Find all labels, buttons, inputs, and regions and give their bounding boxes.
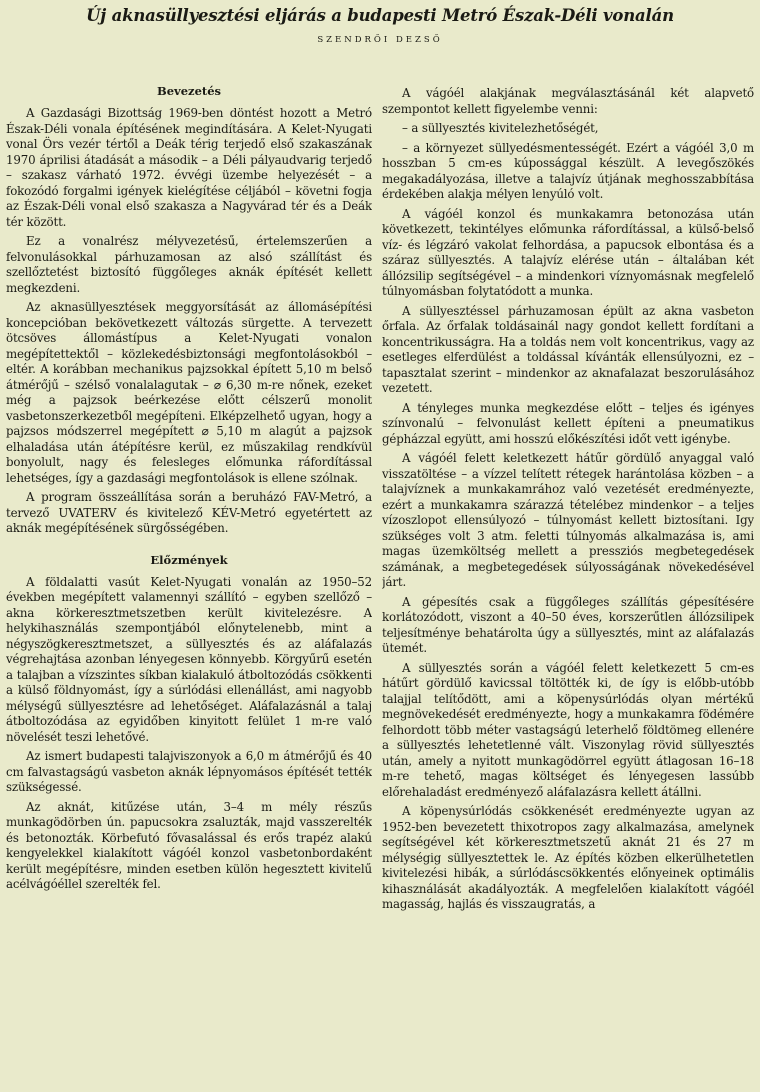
list-item: – a süllyesztés kivitelezhetőségét, — [402, 121, 599, 135]
body-paragraph: Ez a vonalrész mélyvezetésű, értelemszerűen a felvonulásokkal párhuzamosan az alsó szállítást és szellőztetést biztosító függőleges aknák építését kellett megkezdeni. — [6, 234, 372, 295]
body-paragraph: Az aknát, kitűzése után, 3–4 m mély részűs munkagödörben ún. papucsokra zsaluzták, majd vasszerelték és betonozták. Körbefutó fővasalással és erős trapéz alakú kengyelekkel kialakított vágóél konzol vasbetonbordaként került megépítésre, minden esetben külön hegesztett kivitelű acélvágóéllel szerelték fel. — [6, 799, 372, 891]
body-paragraph: A vágóél felett keletkezett hátűr gördülő anyaggal való visszatöltése – a vízzel telített rétegek harántolása közben – a talajvíznek a munkakamrához való vezetését eredményezte, ezért a munkakamra szárazzá tételébez mindenkor – a teljes vízoszlopot ellensúlyozó – túlnyomást kellett biztosítani. Igy szükséges volt 3 atm. feletti túlnyomás alkalmazása is, ami magas üzemköltség mellett a pressziós megbetegedések számának, a megbetegedések súlyosságának növekedésével járt. — [382, 451, 754, 589]
body-paragraph: A Gazdasági Bizottság 1969-ben döntést hozott a Metró Észak-Déli vonala építésének megindítására. A Kelet-Nyugati vonal Örs vezér tértől a Deák térig terjedő első szakaszának 1970 áprilisi átadását a második – a Déli pályaudvarig terjedő – szakasz várható 1972. évvégi üzembe helyezését – a fokozódó forgalmi igények kielégítése céljából – követni fogja az Észak-Déli vonal első szakasza a Nagyvárad tér és a Deák tér között. — [6, 106, 372, 229]
body-paragraph: A program összeállítása során a beruházó FAV-Metró, a tervező UVATERV és kivitelező KÉV-Metró egyetértett az aknák megépítésének sürgősségében. — [6, 490, 372, 535]
section-heading-bevezetes: Bevezetés — [157, 84, 221, 98]
body-paragraph: Az ismert budapesti talajviszonyok a 6,0 m átmérőjű és 40 cm falvastagságú vasbeton aknák lépnyomásos építését tették szükségessé. — [6, 749, 372, 794]
body-paragraph: A földalatti vasút Kelet-Nyugati vonalán az 1950–52 években megépített valamennyi szállító – egyben szellőző – akna körkeresztmetszetben került kivitelezésre. A helykihasználás szempontjából előnytelenebb, mint a négyszögkeresztmetszet, a süllyesztés és az aláfalazás végrehajtása azonban lényegesen könnyebb. Körgyűrű esetén a talajban a vízszintes síkban kialakuló átboltozódás csökkenti a külső földnyomást, így a súrlódási ellenállást, ami nagyobb mélységű süllyesztésre ad lehetőséget. Aláfalazásnál a talaj átboltozódása az egyidőben kinyitott felület 1 m-re való növelését teszi lehetővé. — [6, 574, 372, 744]
body-paragraph: A süllyesztés során a vágóél felett keletkezett 5 cm-es hátűrt gördülő kavicssal töltötték ki, de így is előbb-utóbb talajjal telítődött, ami a köpenysúrlódás olyan mértékű megnövekedését eredményezte, hogy a munkakamra födémére felhordott több méter vastagságú leterhelő földtömeg ellenére a süllyesztés lehetetlenné vált. Viszonylag rövid süllyesztés után, amely a nyitott munkagödörrel együtt átlagosan 16–18 m-re tehető, magas költséget és lényegesen lassúbb előrehaladást eredményező aláfalazásra kellett átállni. — [382, 660, 754, 799]
right-column — [382, 86, 754, 1092]
body-paragraph: Az aknasüllyesztések meggyorsítását az állomásépítési koncepcióban bekövetkezett változás sürgette. A tervezett ötcsöves állomástípus a Kelet-Nyugati vonalon megépítettektől – közlekedésbiztonsági megfontolásokból – eltér. A korábban mechanikus pajzsokkal épített 5,10 m belső átmérőjű – szélső vonalalagutak – ⌀ 6,30 m-re nőnek, ezeket még a pajzsok beérkezése előtt célszerű monolit vasbetonszerkezetből megépíteni. Elképzelhető ugyan, hogy a pajzsos módszerrel megépített ⌀ 5,10 m alagút a pajzsok elhaladása után átépítésre kerül, ez műszakilag rendkívül bonyolult, nagy és felesleges előmunka ráfordítással lehetséges, így a gazdasági megfontolások is ellene szólnak. — [6, 300, 372, 485]
section-heading-elozmenyek: Előzmények — [150, 552, 228, 567]
article-title: Új aknasüllyesztési eljárás a budapesti Metró Észak-Déli vonalán — [86, 6, 674, 25]
body-paragraph: A vágóél alakjának megválasztásánál két alapvető szempontot kellett figyelembe venni: — [382, 86, 754, 116]
body-paragraph: A süllyesztéssel párhuzamosan épült az akna vasbeton őrfala. Az őrfalak toldásainál nagy gondot kellett fordítani a koncentrikusságra. Ha a toldás nem volt koncentrikus, vagy az esetleges elferdülést a toldással kívánták ellensúlyozni, ez – tapasztalat szerint – mindenkor az aknafalazat beszorulásához vezetett. — [382, 303, 754, 395]
list-item: – a környezet süllyedésmentességét. Ezért a vágóél 3,0 m hosszban 5 cm-es kúpossággal készült. A levegőszökés megakadályozása, illetve a talajvíz útjának meghosszabbítása érdekében alakja mélyen lenyúló volt. — [382, 140, 754, 201]
article-author: SZENDRŐI DEZSŐ — [317, 35, 443, 45]
body-paragraph: A vágóél konzol és munkakamra betonozása után következett, tekintélyes előmunka ráfordítással, a külső-belső víz- és légzáró vakolat felhordása, a papucsok elbontása és a száraz süllyesztés. A talajvíz elérése után – általában két állózsilip segítségével – a mindenkori víznyomásnak megfelelő túlnyomásban folytatódott a munka. — [382, 206, 754, 298]
body-paragraph: A gépesítés csak a függőleges szállítás gépesítésére korlátozódott, viszont a 40–50 éves, korszerűtlen állózsilipek teljesítménye behatárolta úgy a süllyesztés, mint az aláfalazás ütemét. — [382, 594, 754, 655]
body-paragraph: A köpenysúrlódás csökkenését eredményezte ugyan az 1952-ben bevezetett thixotropos zagy alkalmazása, amelynek segítségével két körkeresztmetszetű aknát 21 és 27 m mélységig süllyesztettek le. Az építés közben elkerülhetetlen kivitelezési hibák, a súrlódáscsökkentés előnyeinek optimális kihasználását akadályozták. A megfelelően kialakított vágóél magasság, hajlás és visszaugratás, a — [382, 804, 754, 911]
article-body — [6, 84, 754, 1092]
left-column — [6, 84, 372, 1092]
body-paragraph: A tényleges munka megkezdése előtt – teljes és igényes színvonalú – felvonulást kellett építeni a pneumatikus gépházzal együtt, ami hosszú előkészítési időt vett igénybe. — [382, 400, 754, 446]
